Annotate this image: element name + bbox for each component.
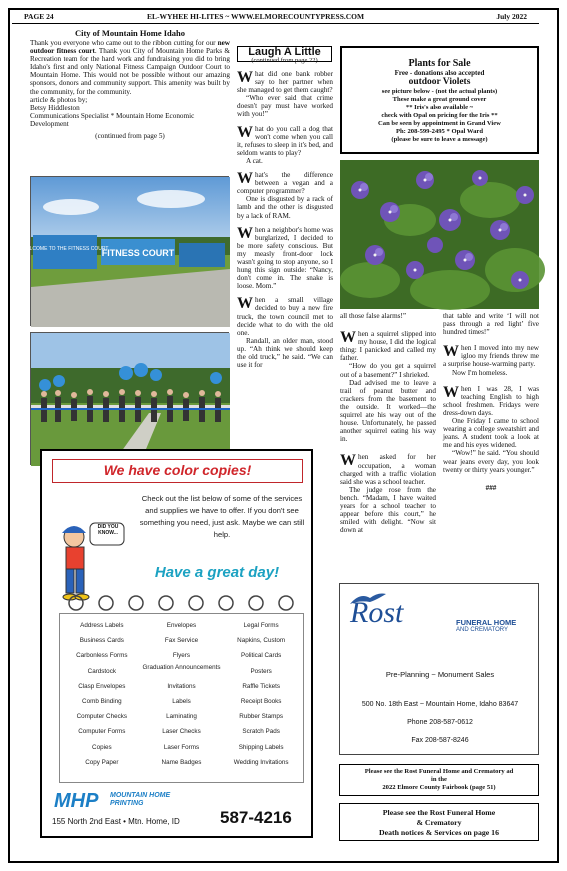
- joke-squirrel-2: “How do you get a squirrel out of a basement?” I shrieked.: [340, 362, 436, 379]
- city-article: [30, 28, 230, 140]
- plants-for-sale-box: [340, 46, 539, 154]
- mhp-logo-line1: MOUNTAIN HOME: [110, 792, 171, 799]
- printing-phone: 587-4216: [220, 808, 292, 827]
- service-item: Political Cards: [241, 652, 282, 660]
- service-item: Name Badges: [161, 758, 202, 766]
- services-col-3: [221, 618, 301, 778]
- service-item: Computer Checks: [76, 713, 128, 721]
- copies-title: We have color copies!: [52, 459, 303, 483]
- service-item: Posters: [250, 667, 272, 675]
- issue-date: July 2022: [496, 12, 527, 21]
- service-item: Receipt Books: [240, 697, 282, 705]
- joke-vegan-a: One is disgusted by a rack of lamb and the other is disgusted by a lack of RAM.: [237, 195, 333, 220]
- death-notice-line2: & Crematory: [416, 818, 462, 827]
- publication-name: EL-WYHEE HI-LITES ~ WWW.ELMORECOUNTYPRESS.COM: [147, 12, 365, 21]
- plants-line-9: (please be sure to leave a message): [391, 136, 488, 143]
- service-item: Business Cards: [79, 637, 124, 645]
- service-item: Cardstock: [87, 667, 116, 675]
- plants-violets: outdoor Violets: [408, 77, 471, 87]
- death-notice-line1: Please see the Rost Funeral Home: [382, 808, 496, 817]
- city-article-title: City of Mountain Home Idaho: [74, 28, 186, 38]
- service-item: Laminating: [166, 713, 197, 721]
- service-item: Invitations: [167, 682, 196, 690]
- service-item: Napkins, Custom: [237, 637, 286, 645]
- service-item: Copy Paper: [85, 758, 119, 766]
- plants-free: Free - donations also accepted: [394, 69, 485, 77]
- joke-squirrel-3: Dad advised me to leave a trail of peanut butter and crackers from the basement to the outside. It worked—the squirrel ate his way out of the house. Unfortunately, he passed another squirrel eating his way in.: [340, 378, 436, 444]
- joke-bank-robber-q: What did one bank robber say to her partner when she managed to get them caught?: [237, 69, 333, 95]
- city-article-credit: article & photos by;: [30, 95, 88, 104]
- continued-from-note: (continued from page 5): [95, 132, 165, 141]
- mhp-logo-line2: PRINTING: [110, 800, 144, 807]
- ribbon-cutting-photo: [30, 332, 229, 465]
- joke-jeans-3: “Wow!” he said. “You should wear jeans every day, you look twenty or thirty years younger.”: [443, 449, 539, 474]
- rost-address: 500 No. 18th East ~ Mountain Home, Idaho 83647: [361, 701, 519, 708]
- service-item: Envelopes: [166, 622, 197, 629]
- joke-fire-truck-2: Randall, an older man, stood up. “Ah think we should keep the old truck,” he said. “We can use it for: [237, 336, 333, 370]
- court-sign-text: WELCOME TO THE FITNESS COURT: [21, 246, 109, 252]
- joke-fire-truck-end: all those false alarms!”: [340, 312, 407, 320]
- rost-logo-sub1: FUNERAL HOME: [456, 618, 517, 627]
- services-col-2: [142, 618, 222, 778]
- rost-funeral-ad: [339, 583, 539, 755]
- page-header: [12, 10, 539, 24]
- page-number: PAGE 24: [24, 12, 54, 21]
- plants-line-3: see picture below - (not the actual plants): [381, 88, 498, 95]
- laugh-title-box: [237, 46, 332, 62]
- did-you-know-bubble: DID YOU KNOW...: [97, 524, 119, 536]
- service-item: Graduation Announcements: [142, 663, 221, 671]
- laugh-continued: (continued from page 22): [251, 57, 318, 64]
- plants-line-5: ** Iris's also available ~: [405, 104, 474, 111]
- service-item: Scratch Pads: [242, 728, 280, 736]
- violets-photo: [340, 160, 539, 309]
- service-item: Shipping Labels: [238, 743, 284, 751]
- rost-notice-line3: 2022 Elmore County Fairbook (page 51): [382, 784, 496, 792]
- joke-bank-robber-a: “Who ever said that crime doesn't pay must have worked with you!”: [237, 94, 333, 119]
- city-article-body: Thank you everyone who came out to the ribbon cutting for our new outdoor fitness court. Thank you City of Mountain Home Parks & Recreation team for the hard work and fundraising you did to bring Idaho's first and only National Fitness Campaign Outdoor Court to Mountain Home. This would not be possible without our amazing sponsors, donors and community support. This amenity was built by the community, for the community.: [30, 39, 230, 96]
- joke-fire-truck: When a small village decided to buy a new fire truck, the town council met to decide what to do with the old one.: [237, 295, 333, 337]
- city-article-author: Betsy Hiddleston: [30, 103, 80, 112]
- joke-vegan-q: What's the difference between a vegan and a computer programmer?: [237, 170, 333, 196]
- service-item: Address Labels: [80, 622, 124, 629]
- rost-logo-sub2: AND CREMATORY: [456, 627, 509, 633]
- death-notice-line3: Death notices & Services on page 16: [379, 828, 499, 837]
- service-item: Copies: [92, 743, 112, 751]
- services-list: [59, 613, 304, 783]
- printing-address: 155 North 2nd East • Mtn. Home, ID: [52, 817, 180, 826]
- joke-jeans: When I was 28, I was teaching English to high school freshmen. Fridays were dress-down days.: [443, 383, 539, 417]
- service-item: Laser Forms: [163, 743, 200, 751]
- death-notices-box: [339, 803, 539, 841]
- service-item: Legal Forms: [243, 622, 279, 629]
- joke-dog-q: What do you call a dog that won't come when you call it, refuses to sleep in it's bed, and seldom wants to play?: [237, 123, 333, 157]
- service-item: Computer Forms: [78, 728, 126, 736]
- services-col-1: [62, 618, 142, 778]
- rost-fairbook-notice: [339, 764, 539, 796]
- laugh-column-1: [237, 70, 333, 369]
- joke-teacher-2: The judge rose from the bench. “Madam, I have waited years for a school teacher to appear before this court,” he smiled with delight. “Now sit down at: [340, 485, 436, 535]
- laugh-title: Laugh A Little: [248, 46, 321, 58]
- rost-phone: Phone 208-587-0612: [407, 719, 473, 726]
- rost-fax: Fax 208-587-8246: [411, 737, 469, 744]
- joke-igloo: When I moved into my new igloo my friends threw me a surprise house-warming party.: [443, 343, 539, 369]
- end-mark: ###: [485, 483, 497, 492]
- plants-phone: Ph: 208-599-2495 * Opal Ward: [395, 128, 484, 135]
- joke-jeans-2: One Friday I came to school wearing a college sweatshirt and jeans. A student took a look at me and his eyes widened.: [443, 417, 539, 450]
- rost-services: Pre-Planning ~ Monument Sales: [385, 670, 495, 679]
- copies-intro: Check out the list below of some of the services and supplies we have to offer. If you don't see something you need, just ask. Maybe we can still help.: [139, 494, 305, 539]
- joke-igloo-2: Now I'm homeless.: [452, 368, 508, 377]
- have-a-great-day: Have a great day!: [154, 564, 280, 581]
- service-item: Comb Binding: [82, 697, 122, 705]
- service-item: Raffle Tickets: [242, 682, 280, 690]
- joke-dog-a: A cat.: [246, 156, 263, 165]
- rost-notice-line2: in the: [431, 776, 447, 784]
- service-item: Labels: [172, 697, 191, 705]
- court-wall-text: FITNESS COURT: [101, 248, 175, 258]
- color-copies-ad: [40, 449, 313, 838]
- plants-line-4: These make a great ground cover: [392, 96, 487, 103]
- service-item: Clasp Envelopes: [78, 682, 126, 690]
- plants-line-7: Can be seen by appointment in Grand View: [378, 120, 501, 127]
- laugh-column-3: [443, 312, 539, 492]
- joke-teacher: When asked for her occupation, a woman charged with a traffic violation said she was a school teacher.: [340, 452, 436, 486]
- service-item: Flyers: [172, 652, 191, 660]
- service-item: Laser Checks: [162, 728, 201, 736]
- rost-notice-line1: Please see the Rost Funeral Home and Crematory ad: [364, 768, 514, 775]
- city-article-author-title: Communications Specialist * Mountain Home Economic Development: [30, 111, 195, 128]
- plants-title: Plants for Sale: [408, 58, 471, 69]
- laugh-column-2: [340, 312, 436, 534]
- fitness-court-photo: [21, 176, 229, 326]
- joke-burglary: When a neighbor's home was burglarized, I decided to be more safety conscious. But my measly front-door lock wasn't going to stop anyone, so I hung this sign outside: “Nancy, don't come in. The snake is loose. Mom.”: [237, 224, 333, 291]
- plants-line-6: check with Opal on pricing for the Iris **: [381, 112, 498, 119]
- service-item: Carbonless Forms: [76, 652, 128, 660]
- service-item: Fax Service: [164, 637, 199, 645]
- rost-logo: Rost: [350, 596, 404, 629]
- service-item: Wedding Invitations: [233, 758, 289, 766]
- mhp-logo: MHP: [54, 790, 99, 812]
- service-item: Rubber Stamps: [239, 713, 284, 721]
- joke-teacher-end: that table and write ‘I will not pass through a red light’ five hundred times!”: [443, 312, 539, 337]
- joke-squirrel: When a squirrel slipped into my house, I did the logical thing: I panicked and called my father.: [340, 329, 436, 363]
